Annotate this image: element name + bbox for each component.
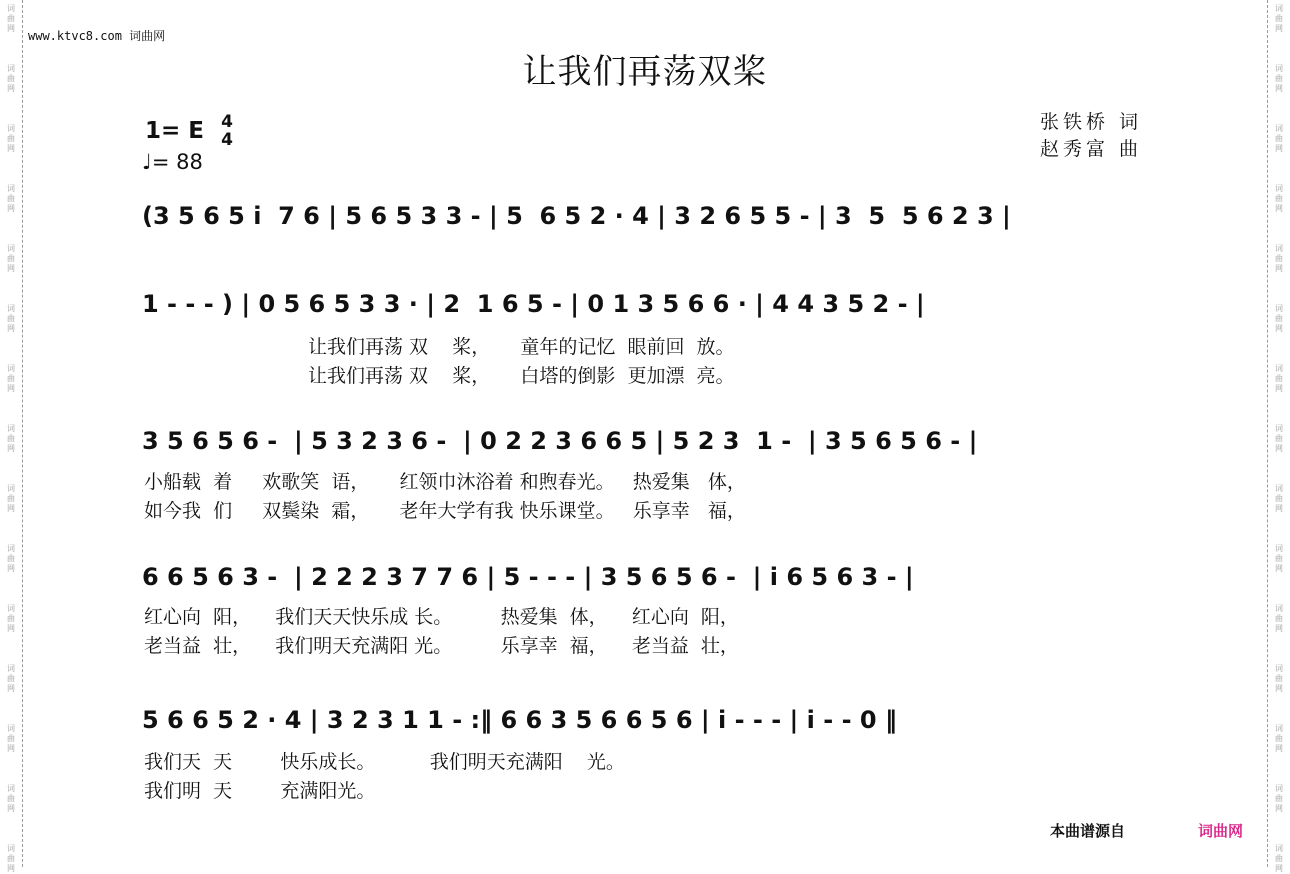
watermark-glyph: 词 曲 网 <box>7 544 15 573</box>
lyric-line-2-verse-1: 让我们再荡 双 桨， 童年的记忆 眼前回 放。 <box>308 336 735 358</box>
watermark-glyph: 词 曲 网 <box>1275 424 1283 453</box>
watermark-glyph: 词 曲 网 <box>7 424 15 453</box>
watermark-glyph: 词 曲 网 <box>1275 544 1283 573</box>
source-site-link[interactable]: 词曲网 <box>1198 822 1244 840</box>
lyric-line-5-verse-1: 我们天 天 快乐成长。 我们明天充满阳 光。 <box>144 751 625 773</box>
notation-line-1: (3 5 6 5 i 7 6 | 5 6 5 3 3 - | 5 6 5 2 · 4 | 3 2 6 5 5 - | 3 5 5 6 2 3 | <box>142 202 1011 230</box>
watermark-glyph: 词 曲 网 <box>1275 64 1283 93</box>
lyric-line-5-verse-2: 我们明 天 充满阳光。 <box>144 780 376 802</box>
watermark-glyph: 词 曲 网 <box>7 124 15 153</box>
watermark-glyph: 词 曲 网 <box>7 724 15 753</box>
watermark-glyph: 词 曲 网 <box>1275 484 1283 513</box>
watermark-glyph: 词 曲 网 <box>1275 784 1283 813</box>
notation-line-5: 5 6 6 5 2 · 4 | 3 2 3 1 1 - :‖ 6 6 3 5 6 6 5 6 | i - - - | i - - 0 ‖ <box>142 706 897 734</box>
watermark-glyph: 词 曲 网 <box>7 604 15 633</box>
watermark-glyph: 词 曲 网 <box>1275 304 1283 333</box>
watermark-glyph: 词 曲 网 <box>1275 604 1283 633</box>
lyric-line-4-verse-2: 老当益 壮， 我们明天充满阳 光。 乐享幸 福， 老当益 壮， <box>144 635 739 657</box>
site-url: www.ktvc8.com 词曲网 <box>28 29 166 43</box>
time-signature <box>218 113 236 149</box>
key-signature: 1= E <box>145 118 204 144</box>
lyric-line-3-verse-1: 小船载 着 欢歌笑 语， 红领巾沐浴着 和煦春光。 热爱集 体， <box>144 471 746 493</box>
watermark-glyph: 词 曲 网 <box>1275 4 1283 33</box>
watermark-glyph: 词 曲 网 <box>7 784 15 813</box>
watermark-glyph: 词 曲 网 <box>7 244 15 273</box>
composer-credit: 赵秀富 曲 <box>1040 138 1143 160</box>
notation-line-4: 6 6 5 6 3 - | 2 2 2 3 7 7 6 | 5 - - - | 3 5 6 5 6 - | i 6 5 6 3 - | <box>142 563 914 591</box>
watermark-glyph: 词 曲 网 <box>1275 664 1283 693</box>
lyric-line-3-verse-2: 如今我 们 双鬓染 霜， 老年大学有我 快乐课堂。 乐享幸 福， <box>144 500 746 522</box>
watermark-glyph: 词 曲 网 <box>7 364 15 393</box>
watermark-glyph: 词 曲 网 <box>7 304 15 333</box>
watermark-glyph: 词 曲 网 <box>7 64 15 93</box>
watermark-glyph: 词 曲 网 <box>7 4 15 33</box>
song-title: 让我们再荡双桨 <box>522 52 768 92</box>
watermark-glyph: 词 曲 网 <box>1275 184 1283 213</box>
watermark-glyph: 词 曲 网 <box>1275 844 1283 873</box>
watermark-glyph: 词 曲 网 <box>7 664 15 693</box>
watermark-glyph: 词 曲 网 <box>7 184 15 213</box>
time-top: 4 <box>221 112 233 132</box>
watermark-glyph: 词 曲 网 <box>1275 724 1283 753</box>
source-note: 本曲谱源自 <box>1050 822 1126 840</box>
notation-line-2: 1 - - - ) | 0 5 6 5 3 3 · | 2 1 6 5 - | 0 1 3 5 6 6 · | 4 4 3 5 2 - | <box>142 290 925 318</box>
watermark-glyph: 词 曲 网 <box>1275 244 1283 273</box>
time-bottom: 4 <box>221 130 233 150</box>
lyricist-credit: 张铁桥 词 <box>1040 111 1143 133</box>
lyric-line-4-verse-1: 红心向 阳， 我们天天快乐成 长。 热爱集 体， 红心向 阳， <box>144 606 739 628</box>
watermark-glyph: 词 曲 网 <box>7 844 15 873</box>
watermark-glyph: 词 曲 网 <box>7 484 15 513</box>
notation-line-3: 3 5 6 5 6 - | 5 3 2 3 6 - | 0 2 2 3 6 6 5 | 5 2 3 1 - | 3 5 6 5 6 - | <box>142 427 978 455</box>
watermark-glyph: 词 曲 网 <box>1275 124 1283 153</box>
lyric-line-2-verse-2: 让我们再荡 双 桨， 白塔的倒影 更加漂 亮。 <box>308 365 735 387</box>
tempo-mark: ♩= 88 <box>142 150 203 174</box>
watermark-glyph: 词 曲 网 <box>1275 364 1283 393</box>
